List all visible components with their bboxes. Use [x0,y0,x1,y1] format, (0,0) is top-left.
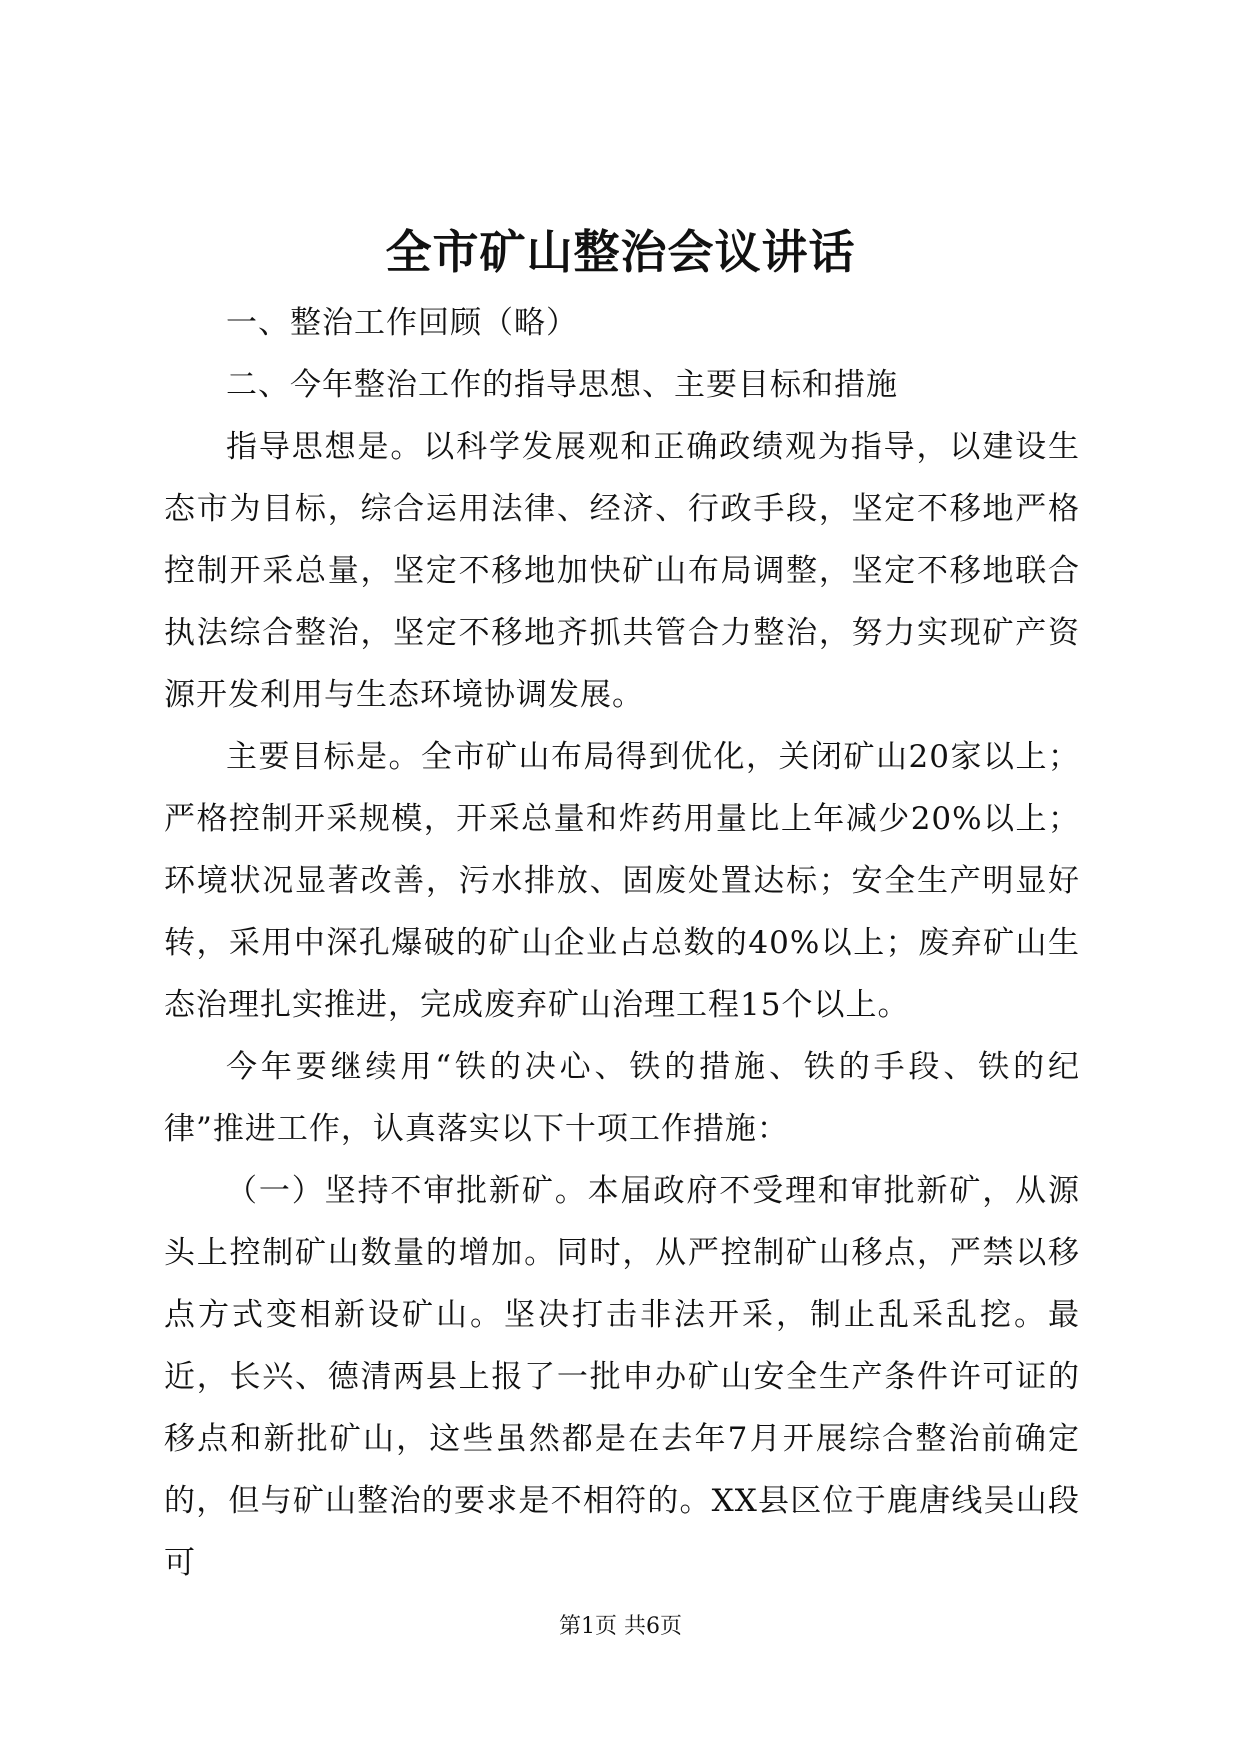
section-heading-guidance: 二、今年整治工作的指导思想、主要目标和措施 [226,367,898,403]
document-title: 全市矿山整治会议讲话 [385,225,856,279]
document-body [164,292,1080,1594]
paragraph-main-targets: 主要目标是。全市矿山布局得到优化，关闭矿山20家以上；严格控制开采规模，开采总量和炸药用量比上年减少20%以上；环境状况显著改善，污水排放、固废处置达标；安全生产明显好转，采用中深孔爆破的矿山企业占总数的40%以上；废弃矿山生态治理扎实推进，完成废弃矿山治理工程15个以上。 [164,739,1080,1023]
section-heading-review: 一、整治工作回顾（略） [226,305,578,341]
paragraph-guiding-ideology: 指导思想是。以科学发展观和正确政绩观为指导，以建设生态市为目标，综合运用法律、经济、行政手段，坚定不移地严格控制开采总量，坚定不移地加快矿山布局调整，坚定不移地联合执法综合整治，坚定不移地齐抓共管合力整治，努力实现矿产资源开发利用与生态环境协调发展。 [164,429,1080,713]
paragraph-work-measures-intro: 今年要继续用“铁的决心、铁的措施、铁的手段、铁的纪律”推进工作，认真落实以下十项工作措施： [164,1049,1080,1147]
paragraph-measure-one: （一）坚持不审批新矿。本届政府不受理和审批新矿，从源头上控制矿山数量的增加。同时，从严控制矿山移点，严禁以移点方式变相新设矿山。坚决打击非法开采，制止乱采乱挖。最近，长兴、德清两县上报了一批申办矿山安全生产条件许可证的移点和新批矿山，这些虽然都是在去年7月开展综合整治前确定的，但与矿山整治的要求是不相符的。XX县区位于鹿唐线吴山段可 [164,1173,1080,1581]
page-number-footer: 第1页 共6页 [559,1614,682,1639]
